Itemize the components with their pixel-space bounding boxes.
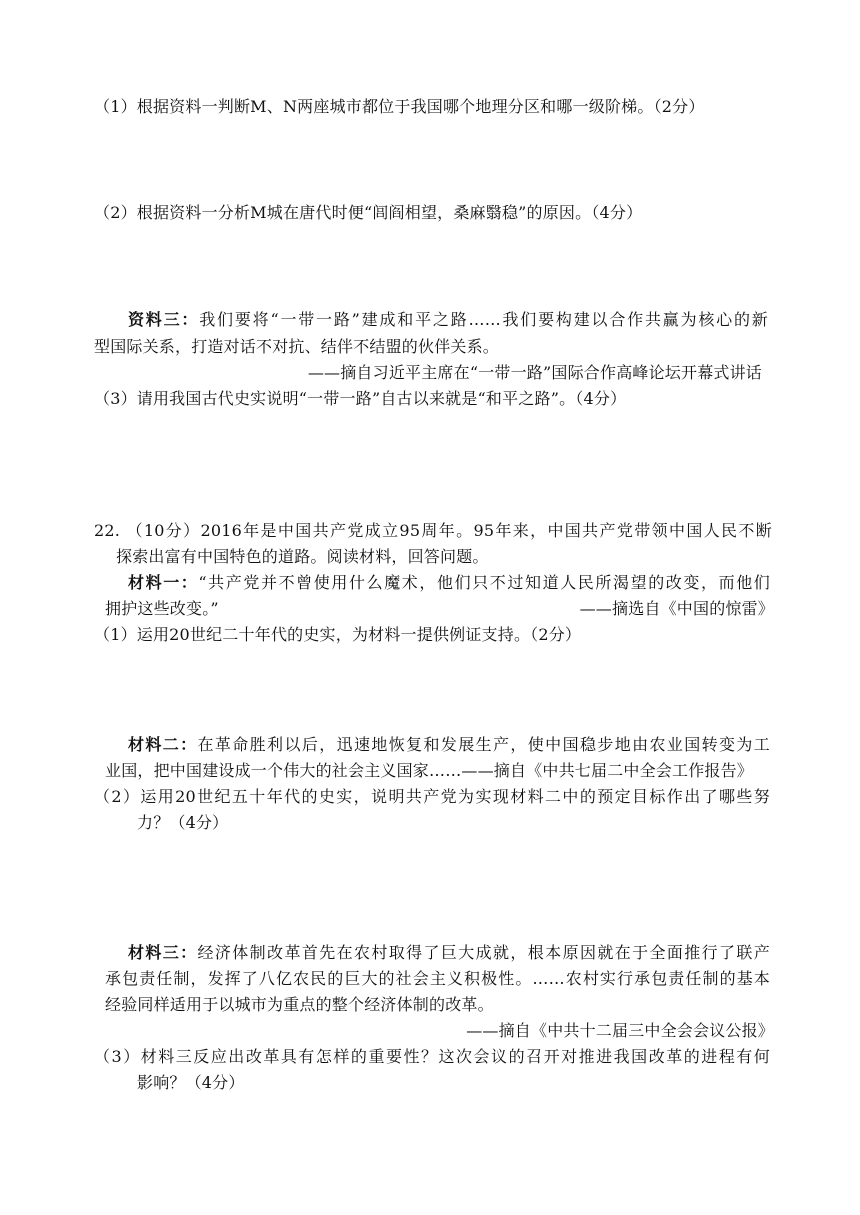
q22-header-line2: 探索出富有中国特色的道路。阅读材料，回答问题。 xyxy=(116,547,489,566)
q22-material1-label: 材料一： xyxy=(128,573,199,592)
q22-material1-source: ——摘选自《中国的惊雷》 xyxy=(579,599,774,618)
q22-sub2-line1: （2）运用20世纪五十年代的史实，说明共产党为实现材料二中的预定目标作出了哪些努 xyxy=(94,787,770,806)
q22-material1-line1: 材料一：“共产党并不曾使用什么魔术，他们只不过知道人民所渴望的改变，而他们 xyxy=(128,573,770,592)
q22-sub3-line2: 影响？（4分） xyxy=(137,1073,245,1092)
q22-header-line1: 22. （10分）2016年是中国共产党成立95周年。95年来，中国共产党带领中国人民不断 xyxy=(94,521,772,540)
q21-material3-source: ——摘自习近平主席在“一带一路”国际合作高峰论坛开幕式讲话 xyxy=(307,363,762,382)
q22-material2-line1: 材料二：在革命胜利以后，迅速地恢复和发展生产，使中国稳步地由农业国转变为工 xyxy=(128,735,770,754)
q21-material3-line2: 型国际关系，打造对话不对抗、结伴不结盟的伙伴关系。 xyxy=(94,337,500,356)
q22-material2-label: 材料二： xyxy=(128,735,198,754)
q22-material2-line2: 业国，把中国建设成一个伟大的社会主义国家……——摘自《中共七届二中全会工作报告》 xyxy=(105,761,754,780)
q22-material3-line3: 经验同样适用于以城市为重点的整个经济体制的改革。 xyxy=(105,995,494,1014)
q22-material3-source: ——摘自《中共十二届三中全会会议公报》 xyxy=(466,1021,774,1040)
q21-sub2: （2）根据资料一分析M城在唐代时便“闾阎相望，桑麻翳稳”的原因。（4分） xyxy=(94,203,643,222)
q22-material3-line1: 材料三：经济体制改革首先在农村取得了巨大成就，根本原因就在于全面推行了联产 xyxy=(128,943,770,962)
q21-sub3: （3）请用我国古代史实说明“一带一路”自古以来就是“和平之路”。（4分） xyxy=(94,389,627,408)
q22-material3-label: 材料三： xyxy=(128,943,198,962)
q22-material1-line2: 拥护这些改变。” xyxy=(105,599,219,618)
q22-sub1: （1）运用20世纪二十年代的史实，为材料一提供例证支持。（2分） xyxy=(94,625,582,644)
q22-sub3-line1: （3）材料三反应出改革具有怎样的重要性？这次会议的召开对推进我国改革的进程有何 xyxy=(94,1047,770,1066)
q21-material3-label: 资料三： xyxy=(128,310,200,329)
q22-sub2-line2: 力？（4分） xyxy=(137,813,229,832)
q21-material3-line1: 资料三：我们要将“一带一路”建成和平之路……我们要构建以合作共赢为核心的新 xyxy=(128,310,768,329)
q21-sub1: （1）根据资料一判断M、N两座城市都位于我国哪个地理分区和哪一级阶梯。（2分） xyxy=(94,97,705,116)
q22-material3-line2: 承包责任制，发挥了八亿农民的巨大的社会主义积极性。……农村实行承包责任制的基本 xyxy=(105,969,770,988)
